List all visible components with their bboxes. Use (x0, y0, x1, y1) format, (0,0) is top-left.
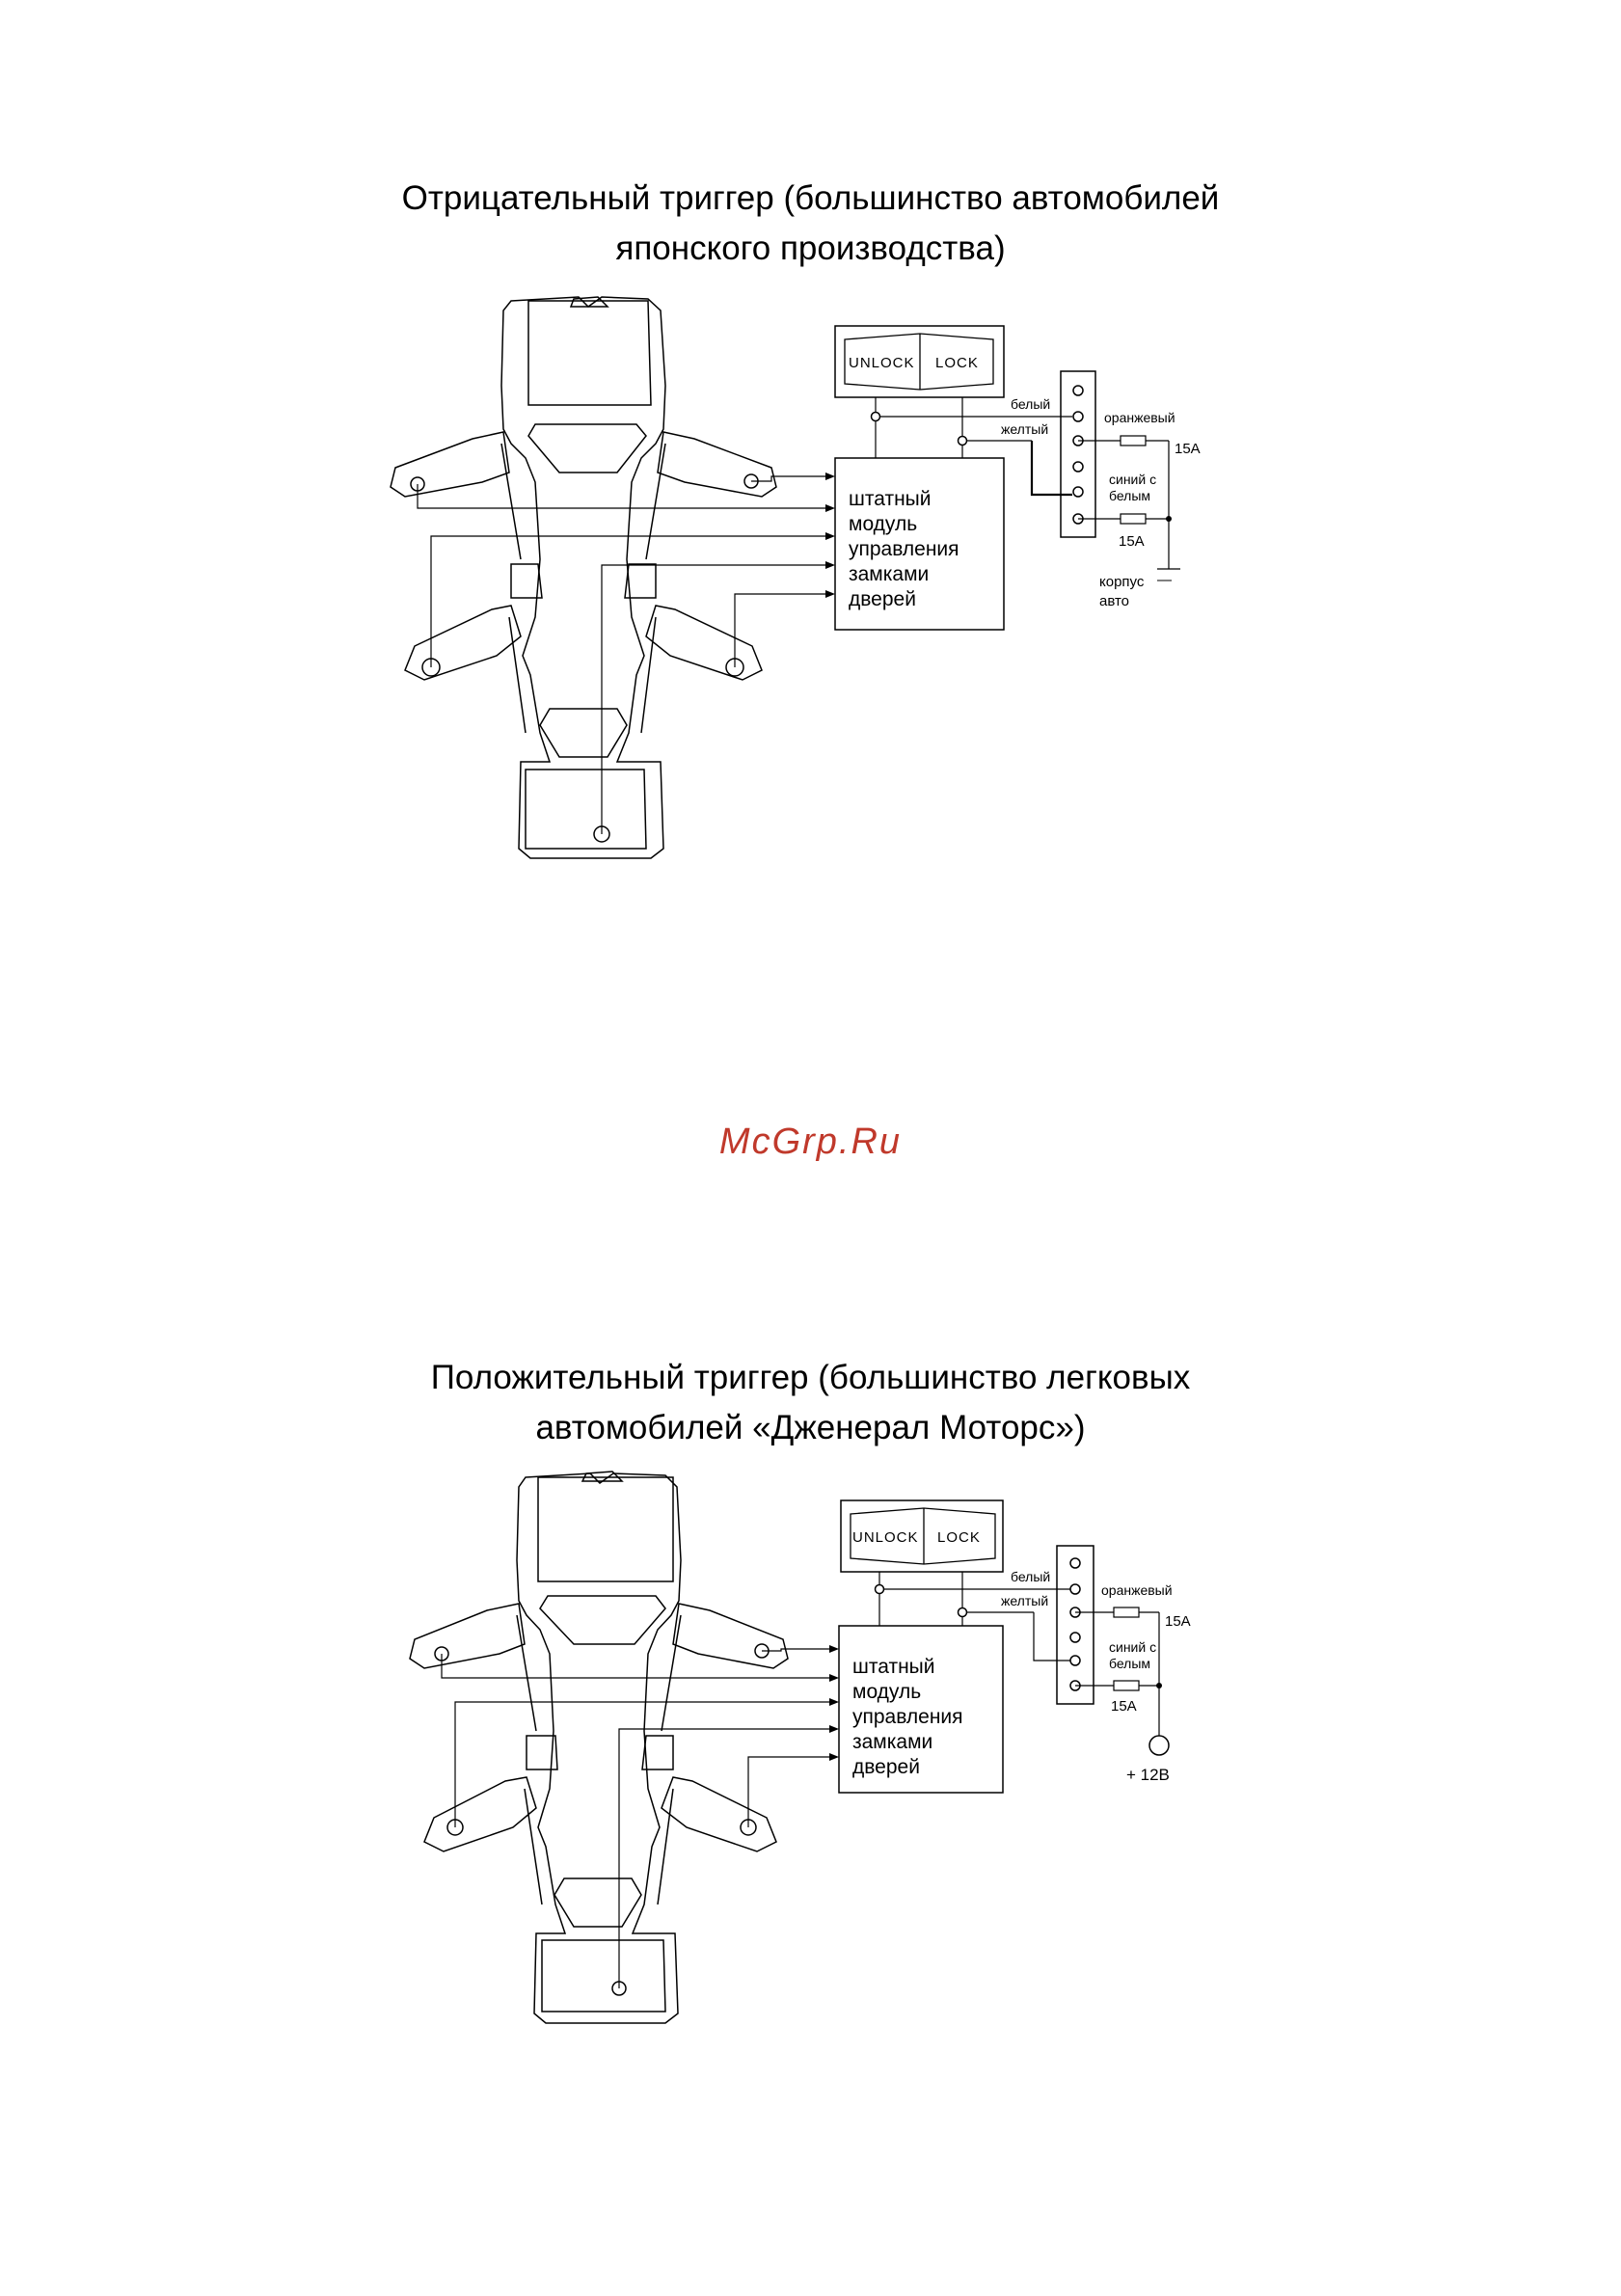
junction-yellow-2 (959, 1608, 967, 1617)
power-terminal (1149, 1736, 1169, 1755)
car-outline-1 (391, 297, 776, 858)
wire-label-white-2: белый (1011, 1569, 1051, 1584)
wire-label-blue-2b: белым (1109, 1656, 1151, 1671)
car-outline-2 (410, 1472, 788, 2023)
module2-line-5: дверей (852, 1756, 920, 1778)
module2-line-4: замками (852, 1731, 933, 1753)
junction-yellow-1 (959, 437, 967, 446)
module2-line-2: модуль (852, 1681, 922, 1703)
title-positive-line1: Положительный триггер (большинство легковых (430, 1359, 1191, 1396)
title-positive-line2: автомобилей «Дженерал Моторс») (535, 1409, 1086, 1446)
module-line-4: замками (849, 563, 930, 585)
fused-wires-2 (1075, 1607, 1159, 1736)
module-line-1: штатный (849, 488, 932, 510)
lock-label-2: LOCK (937, 1529, 981, 1546)
module2-line-1: штатный (852, 1656, 935, 1678)
junction-white-2 (876, 1585, 884, 1594)
wire-label-blue-2a: синий с (1109, 1639, 1157, 1655)
power-label: + 12В (1126, 1766, 1170, 1784)
unlock-label-2: UNLOCK (852, 1529, 919, 1546)
arrowheads-1 (825, 473, 835, 598)
wire-label-yellow-2: желтый (1001, 1593, 1049, 1608)
diagram-positive (410, 1472, 1191, 2023)
module-line-2: модуль (849, 513, 918, 535)
title-negative-line1: Отрицательный триггер (большинство автомобилей (401, 179, 1220, 217)
fuse-label-bottom-2: 15А (1111, 1698, 1137, 1715)
wire-label-white-1: белый (1011, 396, 1051, 412)
watermark: McGrp.Ru (718, 1121, 903, 1162)
module-line-3: управления (849, 538, 959, 560)
diagram-negative (391, 297, 1201, 858)
unlock-lock-switch-2 (841, 1500, 1003, 1572)
unlock-label-1: UNLOCK (849, 355, 915, 371)
door-lock-actuators-2 (435, 1644, 769, 1995)
lock-label-1: LOCK (935, 355, 979, 371)
door-lock-actuators-1 (411, 474, 758, 842)
wire-label-blue-1b: белым (1109, 488, 1151, 503)
unlock-lock-switch-1 (835, 326, 1004, 397)
connector-block-2 (1057, 1546, 1094, 1704)
module2-line-3: управления (852, 1706, 963, 1728)
fuse-label-top-1: 15А (1175, 441, 1201, 457)
wire-label-blue-1a: синий с (1109, 472, 1157, 487)
ground-label-line2: авто (1099, 593, 1130, 609)
actuator-wires-1 (418, 476, 827, 834)
fuse-label-top-2: 15А (1165, 1613, 1191, 1630)
wire-label-yellow-1: желтый (1001, 421, 1049, 437)
ground-symbol: — (1157, 572, 1172, 588)
title-negative-line2: японского производства) (615, 230, 1006, 267)
arrowheads-2 (829, 1645, 839, 1761)
fuse-label-bottom-1: 15А (1119, 533, 1145, 550)
actuator-wires-2 (442, 1649, 831, 1988)
module-line-5: дверей (849, 588, 916, 610)
ground-label-line1: корпус (1099, 574, 1145, 590)
wire-label-orange-2: оранжевый (1101, 1582, 1173, 1598)
switch-wires-2 (879, 1572, 1072, 1661)
junction-white-1 (872, 413, 880, 421)
switch-wires-1 (876, 397, 1072, 495)
connector-block-1 (1061, 371, 1095, 537)
wire-label-orange-1: оранжевый (1104, 410, 1175, 425)
